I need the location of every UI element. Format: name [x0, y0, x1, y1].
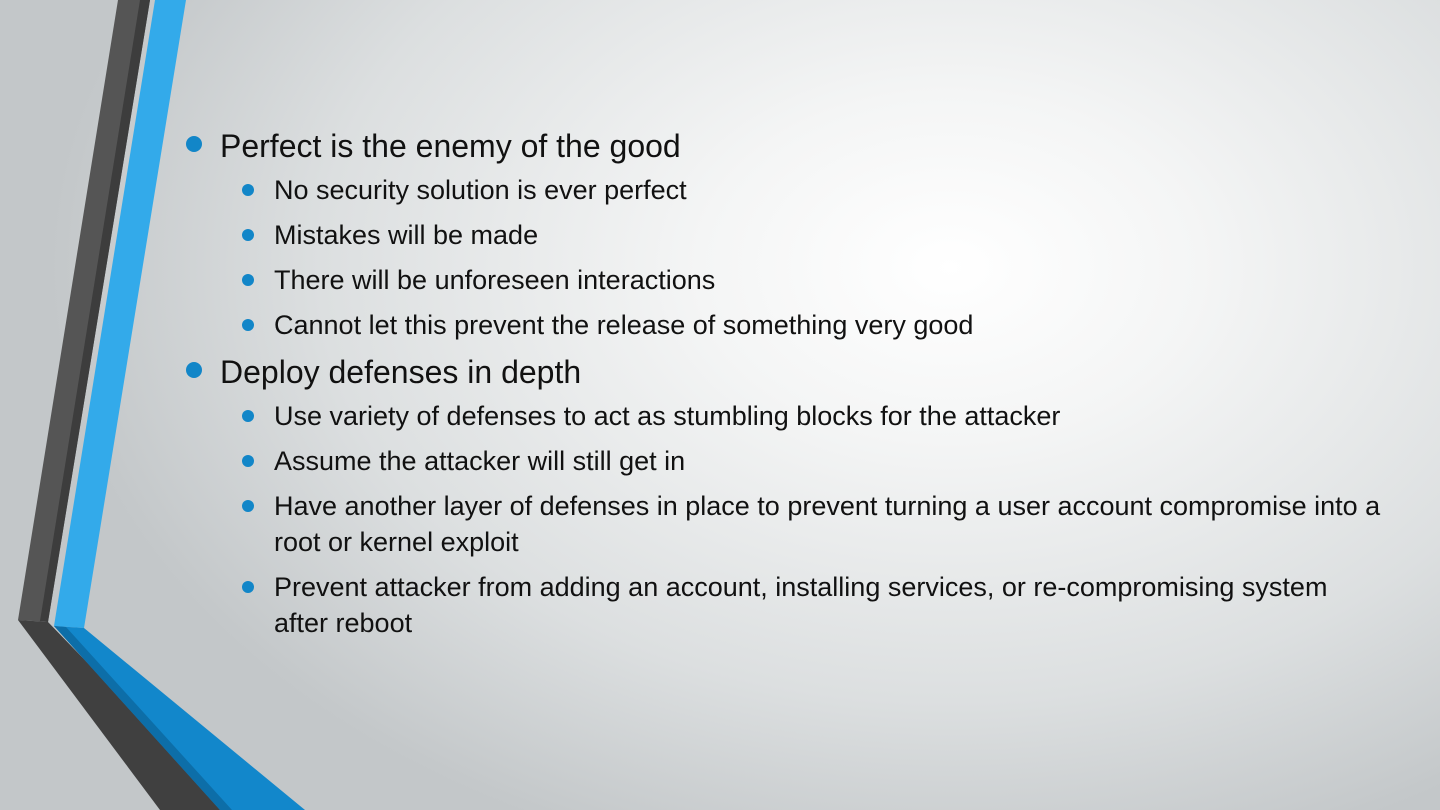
sub-bullet-dot	[242, 229, 254, 241]
sub-bullet-text: Prevent attacker from adding an account, installing services, or re-compromising system after reboot	[274, 572, 1328, 638]
sub-bullet-item	[242, 262, 1386, 298]
sub-bullet-list	[242, 398, 1386, 641]
sub-bullet-dot	[242, 581, 254, 593]
sub-bullet-text: Have another layer of defenses in place to prevent turning a user account compromise into a root or kernel exploit	[274, 491, 1381, 557]
sub-bullet-text: Assume the attacker will still get in	[274, 446, 686, 476]
bullet-dot	[186, 136, 202, 152]
sub-bullet-text: Mistakes will be made	[274, 220, 539, 250]
bullet-text: Deploy defenses in depth	[220, 354, 582, 390]
sub-bullet-item	[242, 443, 1386, 479]
bullet-list	[186, 126, 1386, 650]
sub-bullet-dot	[242, 319, 254, 331]
bullet-item	[186, 126, 1386, 166]
sub-bullet-item	[242, 398, 1386, 434]
bullet-text: Perfect is the enemy of the good	[220, 128, 681, 164]
sub-bullet-text: There will be unforeseen interactions	[274, 265, 716, 295]
sub-bullet-text: Use variety of defenses to act as stumbling blocks for the attacker	[274, 401, 1061, 431]
sub-bullet-dot	[242, 455, 254, 467]
sub-bullet-dot	[242, 410, 254, 422]
sub-bullet-dot	[242, 274, 254, 286]
sub-bullet-item	[242, 488, 1386, 560]
sub-bullet-text: Cannot let this prevent the release of something very good	[274, 310, 974, 340]
bullet-dot	[186, 362, 202, 378]
sub-bullet-item	[242, 217, 1386, 253]
sub-bullet-item	[242, 172, 1386, 208]
sub-bullet-text: No security solution is ever perfect	[274, 175, 687, 205]
sub-bullet-list	[242, 172, 1386, 343]
bullet-item	[186, 352, 1386, 392]
sub-bullet-dot	[242, 184, 254, 196]
sub-bullet-item	[242, 569, 1386, 641]
sub-bullet-item	[242, 307, 1386, 343]
sub-bullet-dot	[242, 500, 254, 512]
